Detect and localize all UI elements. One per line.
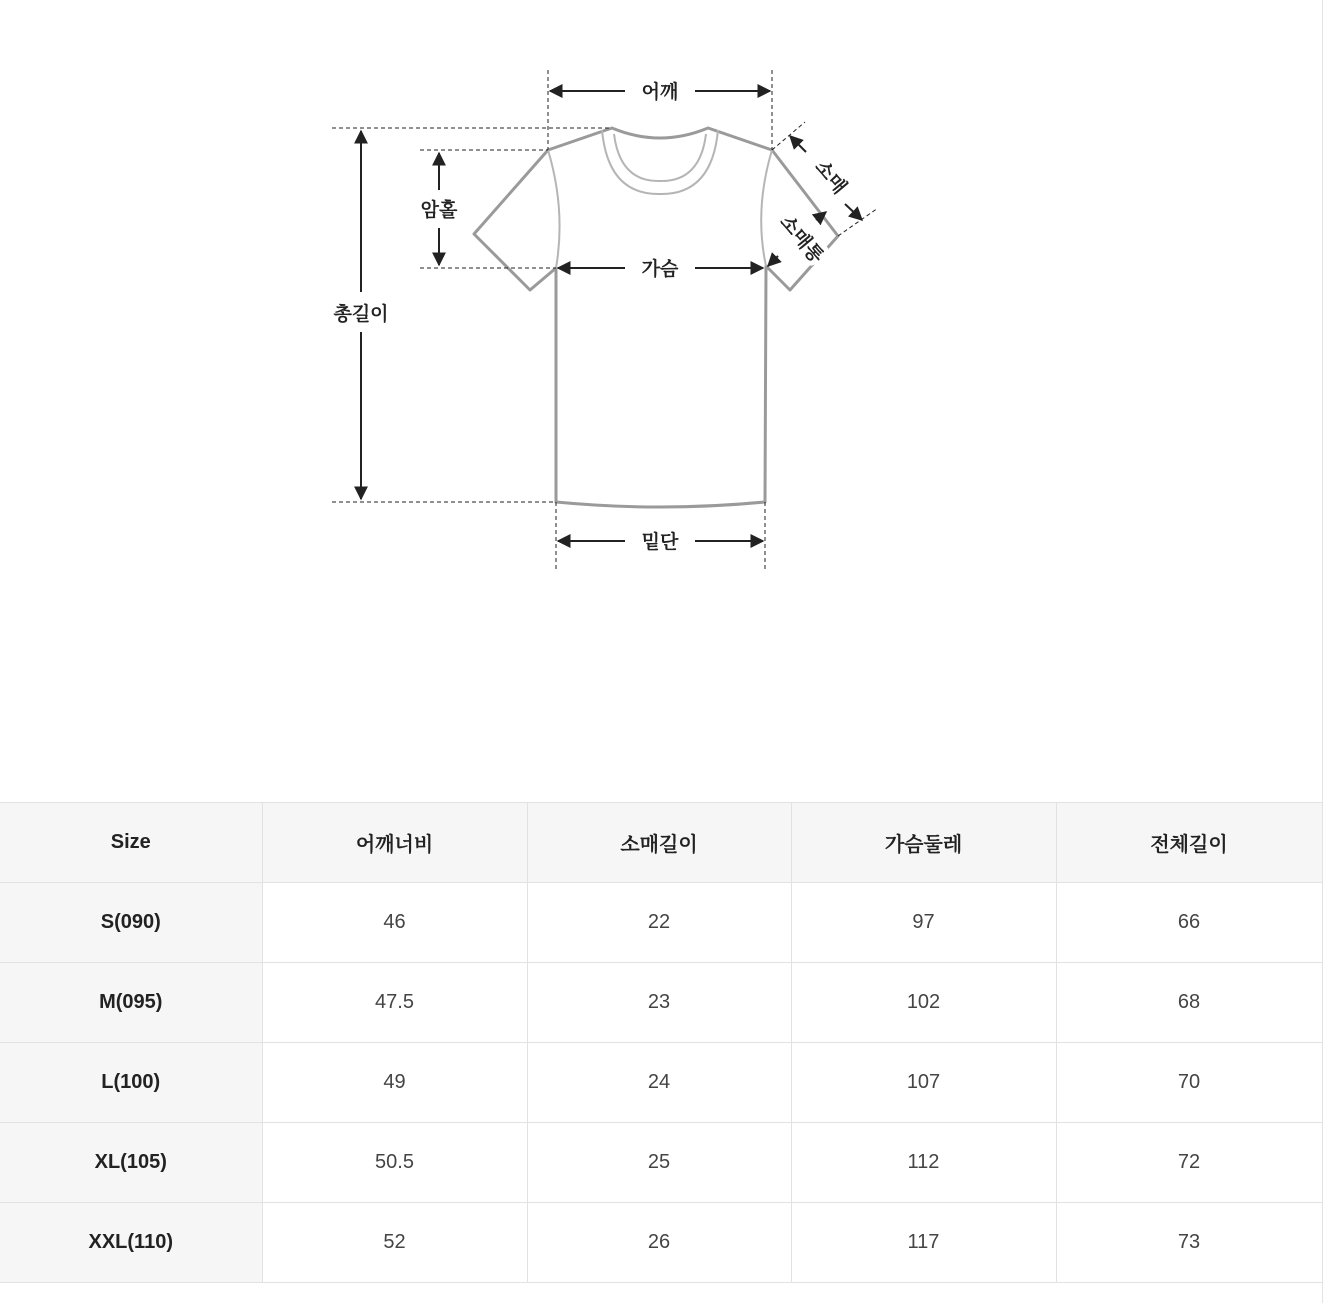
tshirt-measurement-diagram [0, 0, 1333, 620]
table-cell: 22 [527, 883, 791, 963]
table-cell: 25 [527, 1123, 791, 1203]
table-row [0, 1123, 1322, 1203]
header-total-length: 전체길이 [1056, 803, 1322, 883]
size-cell: XXL(110) [0, 1203, 262, 1283]
hem-label: 밑단 [641, 531, 679, 553]
table-cell: 68 [1056, 963, 1322, 1043]
sleeve-label: 소매 [810, 156, 851, 199]
table-cell: 52 [262, 1203, 527, 1283]
table-row [0, 1203, 1322, 1283]
header-size: Size [0, 803, 262, 883]
table-cell: 112 [791, 1123, 1056, 1203]
total-length-label: 총길이 [333, 303, 389, 325]
table-cell: 97 [791, 883, 1056, 963]
header-chest-circumference: 가슴둘레 [791, 803, 1056, 883]
sleeve-width-label: 소매통 [775, 210, 828, 268]
armhole-label: 암홀 [420, 199, 458, 221]
size-table [0, 802, 1323, 1283]
tshirt-outline [474, 128, 838, 507]
table-cell: 107 [791, 1043, 1056, 1123]
table-row [0, 883, 1322, 963]
table-cell: 26 [527, 1203, 791, 1283]
table-cell: 117 [791, 1203, 1056, 1283]
tshirt-details [548, 130, 772, 268]
table-cell: 49 [262, 1043, 527, 1123]
measure-arrows [361, 91, 862, 541]
table-row [0, 963, 1322, 1043]
header-sleeve-length: 소매길이 [527, 803, 791, 883]
table-cell: 47.5 [262, 963, 527, 1043]
table-cell: 70 [1056, 1043, 1322, 1123]
chest-label: 가슴 [641, 258, 679, 280]
table-row [0, 1043, 1322, 1123]
table-cell: 66 [1056, 883, 1322, 963]
table-cell: 50.5 [262, 1123, 527, 1203]
size-cell: L(100) [0, 1043, 262, 1123]
size-cell: XL(105) [0, 1123, 262, 1203]
table-cell: 46 [262, 883, 527, 963]
shoulder-label: 어깨 [641, 81, 679, 103]
table-cell: 23 [527, 963, 791, 1043]
size-cell: M(095) [0, 963, 262, 1043]
table-cell: 73 [1056, 1203, 1322, 1283]
table-cell: 72 [1056, 1123, 1322, 1203]
table-header-row [0, 803, 1322, 883]
header-shoulder-width: 어깨너비 [262, 803, 527, 883]
table-cell: 102 [791, 963, 1056, 1043]
size-cell: S(090) [0, 883, 262, 963]
table-cell: 24 [527, 1043, 791, 1123]
